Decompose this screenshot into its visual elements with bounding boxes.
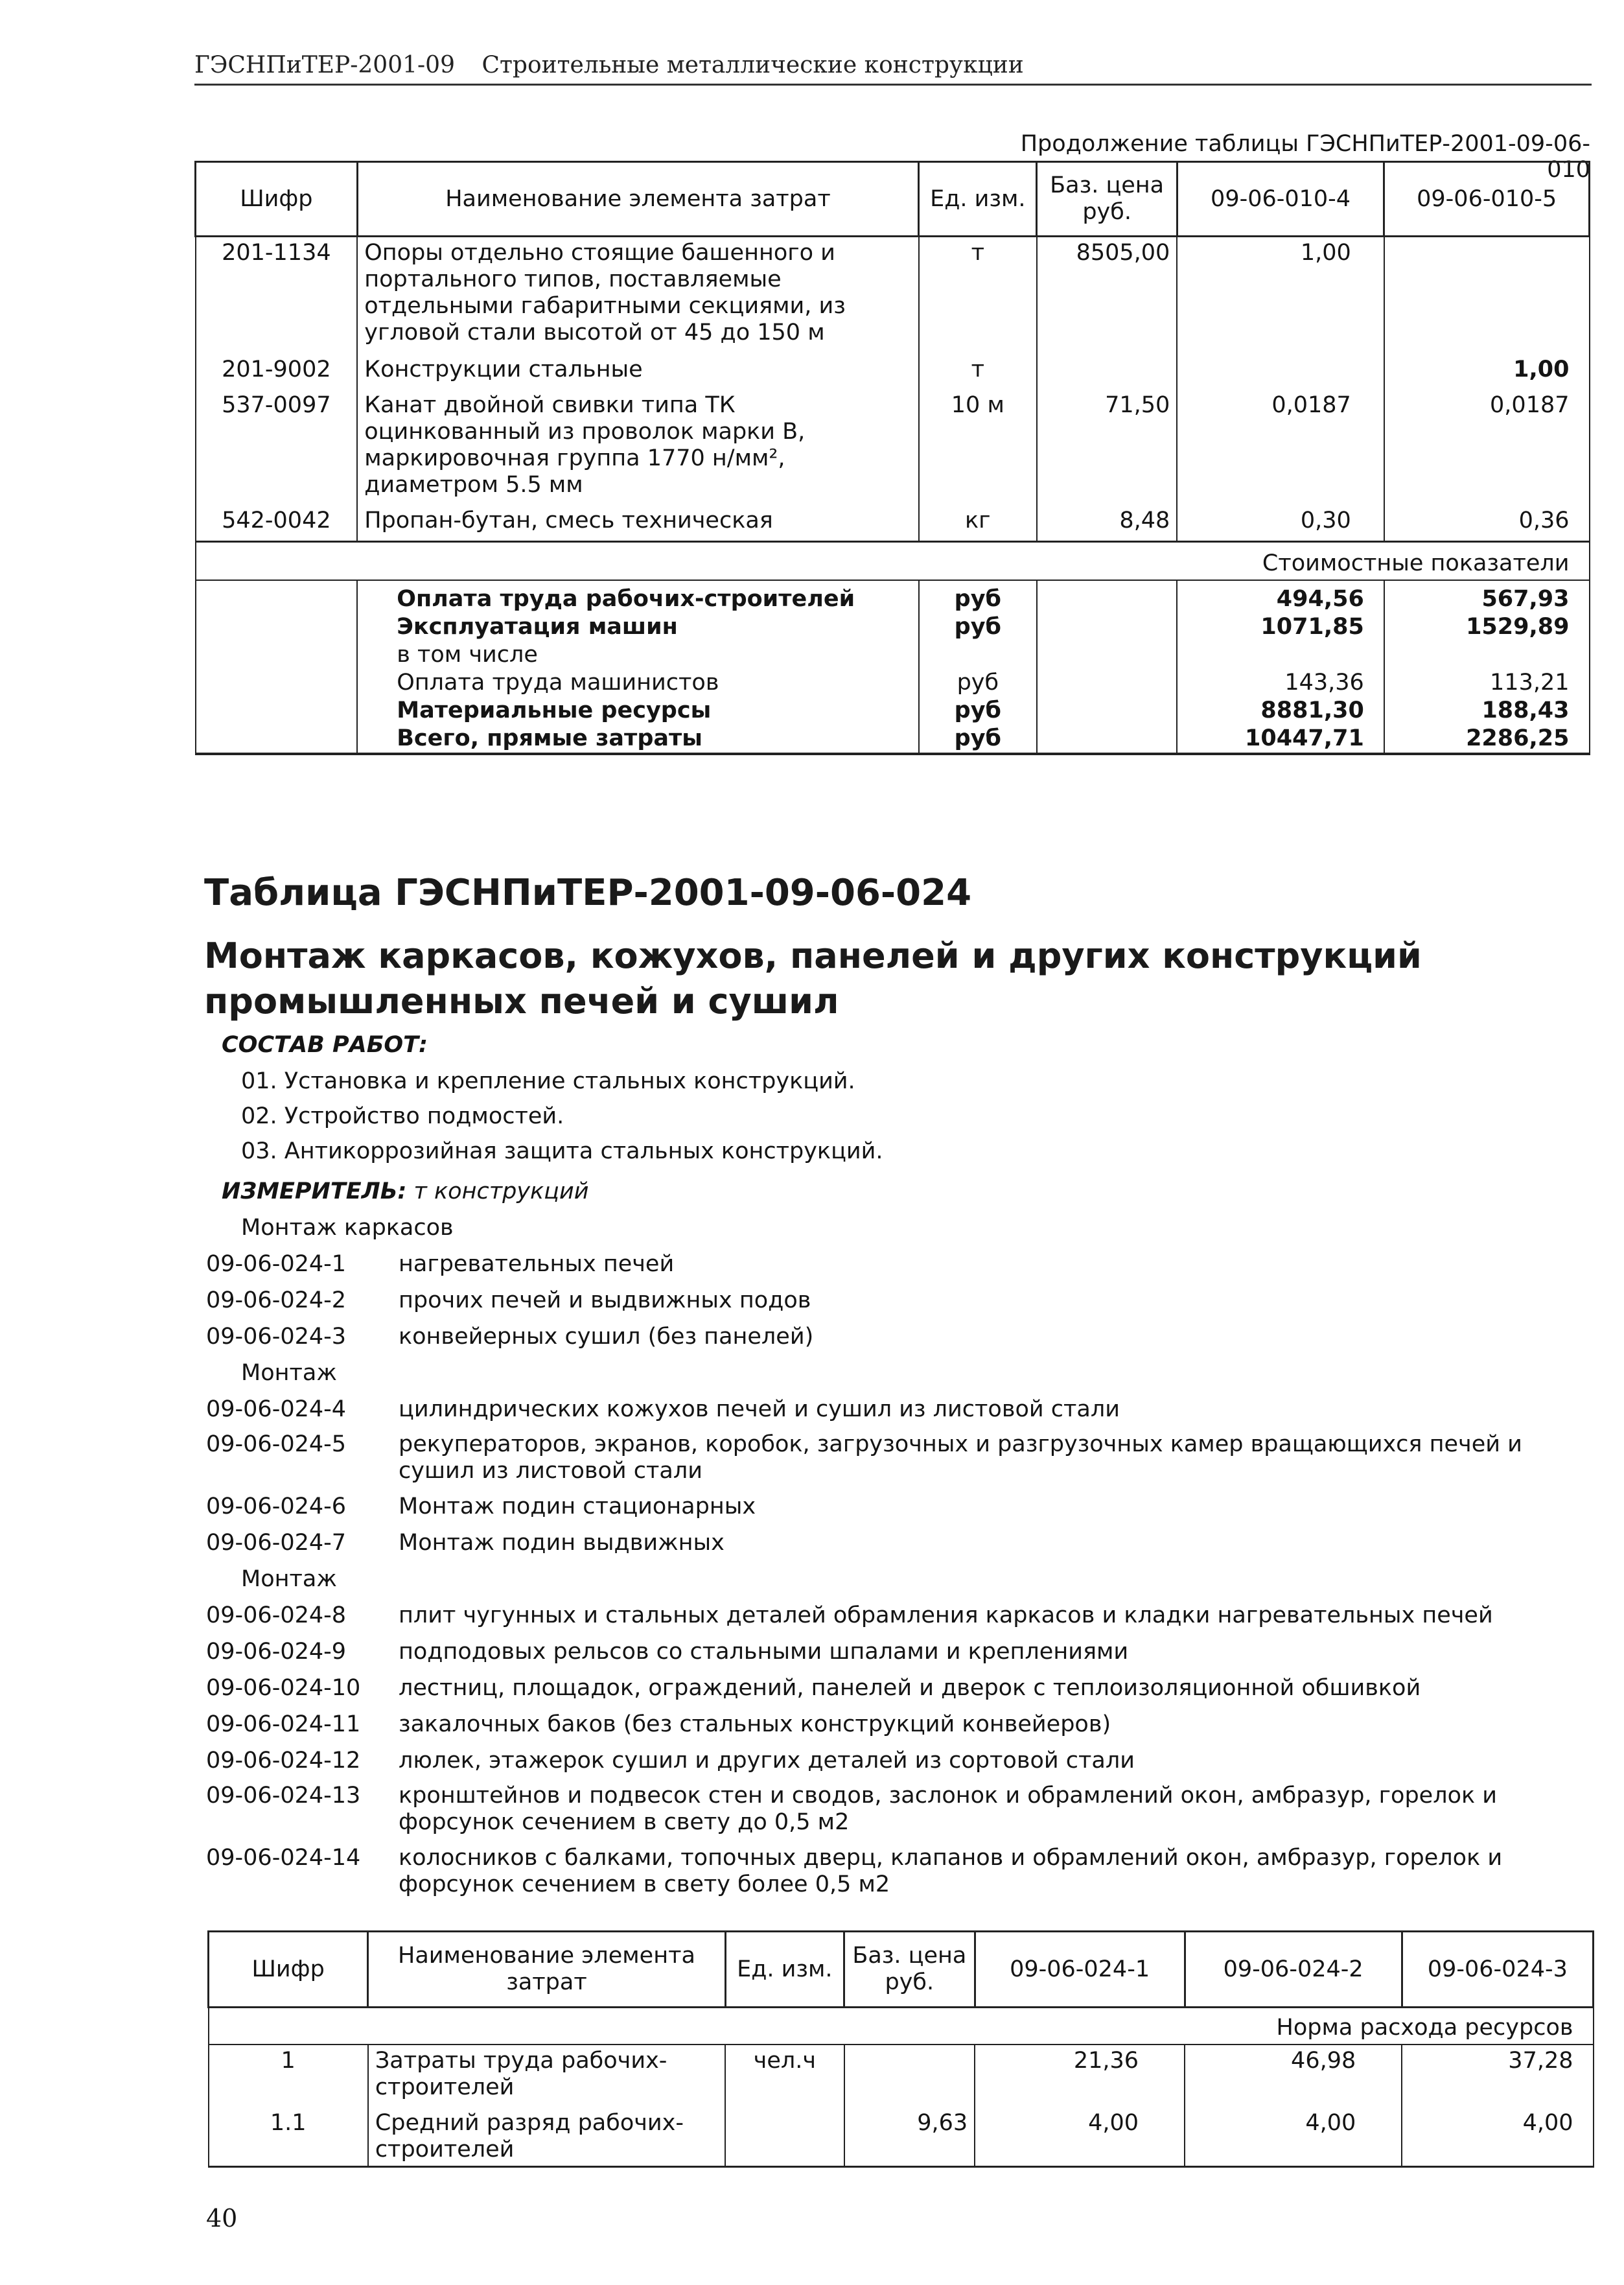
item-code: 09-06-024-5 (206, 1431, 347, 1457)
cost-name: Материальные ресурсы (357, 697, 918, 725)
cost-v4 (1177, 641, 1384, 669)
row-v5: 0,0187 (1384, 386, 1590, 501)
table2-col-v1: 09-06-024-1 (975, 1932, 1185, 2008)
work-item: 02. Устройство подмостей. (241, 1103, 564, 1129)
row-code: 201-1134 (196, 237, 358, 349)
cost-v5: 188,43 (1384, 697, 1590, 725)
table-row (196, 386, 1590, 501)
item-code: 09-06-024-8 (206, 1602, 347, 1628)
cost-v5 (1384, 641, 1590, 669)
table2-col-v2: 09-06-024-2 (1185, 1932, 1402, 2008)
page-header (194, 52, 1592, 86)
table1 (194, 161, 1590, 755)
table-row (196, 237, 1590, 349)
table-row (196, 725, 1590, 754)
table1-col-code: Шифр (196, 162, 358, 237)
table2 (207, 1930, 1594, 2168)
row-v3: 37,28 (1402, 2045, 1593, 2103)
table2-col-unit: Ед. изм. (725, 1932, 844, 2008)
row-price: 8505,00 (1037, 237, 1177, 349)
meter-label: ИЗМЕРИТЕЛЬ: (222, 1178, 407, 1204)
item-text: прочих печей и выдвижных подов (399, 1287, 811, 1313)
item-code: 09-06-024-4 (206, 1396, 347, 1422)
item-code: 09-06-024-10 (206, 1675, 361, 1701)
item-text: подподовых рельсов со стальными шпалами и креплениями (399, 1639, 1129, 1665)
row-v3: 4,00 (1402, 2103, 1593, 2167)
table1-col-price: Баз. цена руб. (1037, 162, 1177, 237)
item-text: цилиндрических кожухов печей и сушил из листовой стали (399, 1396, 1120, 1422)
cost-name: Оплата труда машинистов (357, 669, 918, 697)
cost-v4: 8881,30 (1177, 697, 1384, 725)
page-number: 40 (206, 2204, 238, 2232)
item-code: 09-06-024-11 (206, 1711, 361, 1737)
item-text: кронштейнов и подвесок стен и сводов, заслонок и обрамлений окон, амбразур, горелок и форсунок сечением в свету до 0,5 м2 (399, 1783, 1498, 1835)
cost-unit: руб (919, 669, 1037, 697)
cost-name: Всего, прямые затраты (357, 725, 918, 754)
item-code: 09-06-024-14 (206, 1845, 361, 1871)
table-row (196, 501, 1590, 542)
row-price (844, 2045, 975, 2103)
cost-unit (919, 641, 1037, 669)
item-text: колосников с балками, топочных дверц, клапанов и обрамлений окон, амбразур, горелок и форсунок сечением в свету более 0,5 м2 (399, 1845, 1503, 1897)
item-code: 09-06-024-2 (206, 1287, 347, 1313)
cost-unit: руб (919, 580, 1037, 613)
table-row (196, 580, 1590, 613)
group-label: Монтаж (241, 1360, 337, 1386)
work-item: 03. Антикоррозийная защита стальных конструкций. (241, 1138, 883, 1164)
table1-col-v4: 09-06-010-4 (1177, 162, 1384, 237)
row-unit (725, 2103, 844, 2167)
table2-col-price: Баз. цена руб. (844, 1932, 975, 2008)
row-v5: 1,00 (1384, 349, 1590, 386)
table2-col-name: Наименование элемента затрат (368, 1932, 725, 2008)
table1-col-unit: Ед. изм. (919, 162, 1037, 237)
table-row (196, 349, 1590, 386)
row-v1: 21,36 (975, 2045, 1185, 2103)
meter-value: т конструкций (413, 1178, 589, 1204)
cost-unit: руб (919, 697, 1037, 725)
cost-v4: 143,36 (1177, 669, 1384, 697)
table-row (196, 697, 1590, 725)
item-code: 09-06-024-13 (206, 1783, 361, 1809)
row-name: Опоры отдельно стоящие башенного и портального типов, поставляемые отдельными габаритными секциями, из угловой стали высотой от 45 до 150 м (357, 237, 918, 349)
row-code: 1.1 (209, 2103, 368, 2167)
item-code: 09-06-024-7 (206, 1530, 347, 1556)
cost-v5: 567,93 (1384, 580, 1590, 613)
item-code: 09-06-024-3 (206, 1324, 347, 1350)
item-text: рекуператоров, экранов, коробок, загрузочных и разгрузочных камер вращающихся печей и сушил из листовой стали (399, 1431, 1522, 1484)
row-unit: т (919, 349, 1037, 386)
row-name: Конструкции стальные (357, 349, 918, 386)
row-unit: 10 м (919, 386, 1037, 501)
cost-unit: руб (919, 613, 1037, 641)
item-text: нагревательных печей (399, 1251, 675, 1277)
work-item: 01. Установка и крепление стальных конструкций. (241, 1068, 855, 1094)
row-code: 537-0097 (196, 386, 358, 501)
table1-caption: Продолжение таблицы ГЭСНПиТЕР-2001-09-06-010 (1020, 131, 1590, 183)
item-text: лестниц, площадок, ограждений, панелей и дверок с теплоизоляционной обшивкой (399, 1675, 1421, 1701)
row-code: 542-0042 (196, 501, 358, 542)
item-text: плит чугунных и стальных деталей обрамления каркасов и кладки нагревательных печей (399, 1602, 1493, 1628)
item-text: Монтаж подин стационарных (399, 1494, 756, 1519)
group-label: Монтаж (241, 1566, 337, 1592)
table1-header-row (196, 162, 1590, 237)
table2-col-code: Шифр (209, 1932, 368, 2008)
table1-col-v5: 09-06-010-5 (1384, 162, 1590, 237)
table-row (209, 2103, 1594, 2167)
header-doc-code: ГЭСНПиТЕР-2001-09 (194, 52, 455, 78)
table-row (196, 641, 1590, 669)
section-subtitle: Монтаж каркасов, кожухов, панелей и других конструкций промышленных печей и сушил (204, 935, 1422, 1022)
cost-name: Эксплуатация машин (357, 613, 918, 641)
row-code: 1 (209, 2045, 368, 2103)
cost-unit: руб (919, 725, 1037, 754)
table2-col-v3: 09-06-024-3 (1402, 1932, 1593, 2008)
item-text: конвейерных сушил (без панелей) (399, 1324, 814, 1350)
row-v4 (1177, 349, 1384, 386)
item-code: 09-06-024-1 (206, 1251, 347, 1277)
table-row (209, 2045, 1594, 2103)
item-code: 09-06-024-9 (206, 1639, 347, 1665)
row-v2: 46,98 (1185, 2045, 1402, 2103)
row-price (1037, 349, 1177, 386)
row-v4: 0,0187 (1177, 386, 1384, 501)
row-name: Затраты труда рабочих-строителей (368, 2045, 725, 2103)
item-text: люлек, этажерок сушил и других деталей из сортовой стали (399, 1748, 1135, 1774)
row-unit: т (919, 237, 1037, 349)
row-v5: 0,36 (1384, 501, 1590, 542)
row-v4: 1,00 (1177, 237, 1384, 349)
header-doc-title: Строительные металлические конструкции (481, 52, 1024, 78)
cost-name: Оплата труда рабочих-строителей (357, 580, 918, 613)
row-price: 9,63 (844, 2103, 975, 2167)
cost-v4: 10447,71 (1177, 725, 1384, 754)
table-row (196, 613, 1590, 641)
row-price: 71,50 (1037, 386, 1177, 501)
row-code: 201-9002 (196, 349, 358, 386)
item-text: Монтаж подин выдвижных (399, 1530, 725, 1556)
item-code: 09-06-024-12 (206, 1748, 361, 1774)
group-label: Монтаж каркасов (241, 1215, 454, 1241)
section-title: Таблица ГЭСНПиТЕР-2001-09-06-024 (204, 872, 972, 914)
works-label: СОСТАВ РАБОТ: (222, 1032, 428, 1058)
row-name: Средний разряд рабочих-строителей (368, 2103, 725, 2167)
row-v4: 0,30 (1177, 501, 1384, 542)
row-v1: 4,00 (975, 2103, 1185, 2167)
row-unit: кг (919, 501, 1037, 542)
row-price: 8,48 (1037, 501, 1177, 542)
row-name: Канат двойной свивки типа ТК оцинкованный из проволок марки В, маркировочная группа 1770 н/мм², диаметром 5.5 мм (357, 386, 918, 501)
cost-v4: 1071,85 (1177, 613, 1384, 641)
norm-header: Норма расхода ресурсов (209, 2008, 1594, 2045)
cost-header-row (196, 542, 1590, 581)
table-row (196, 669, 1590, 697)
cost-v4: 494,56 (1177, 580, 1384, 613)
cost-header: Стоимостные показатели (196, 542, 1590, 581)
cost-v5: 1529,89 (1384, 613, 1590, 641)
norm-header-row (209, 2008, 1594, 2045)
item-code: 09-06-024-6 (206, 1494, 347, 1519)
meter (222, 1178, 588, 1204)
cost-name: в том числе (357, 641, 918, 669)
table1-col-name: Наименование элемента затрат (357, 162, 918, 237)
row-unit: чел.ч (725, 2045, 844, 2103)
cost-v5: 2286,25 (1384, 725, 1590, 754)
item-text: закалочных баков (без стальных конструкций конвейеров) (399, 1711, 1111, 1737)
cost-v5: 113,21 (1384, 669, 1590, 697)
row-v2: 4,00 (1185, 2103, 1402, 2167)
table2-header-row (209, 1932, 1594, 2008)
row-name: Пропан-бутан, смесь техническая (357, 501, 918, 542)
row-v5 (1384, 237, 1590, 349)
